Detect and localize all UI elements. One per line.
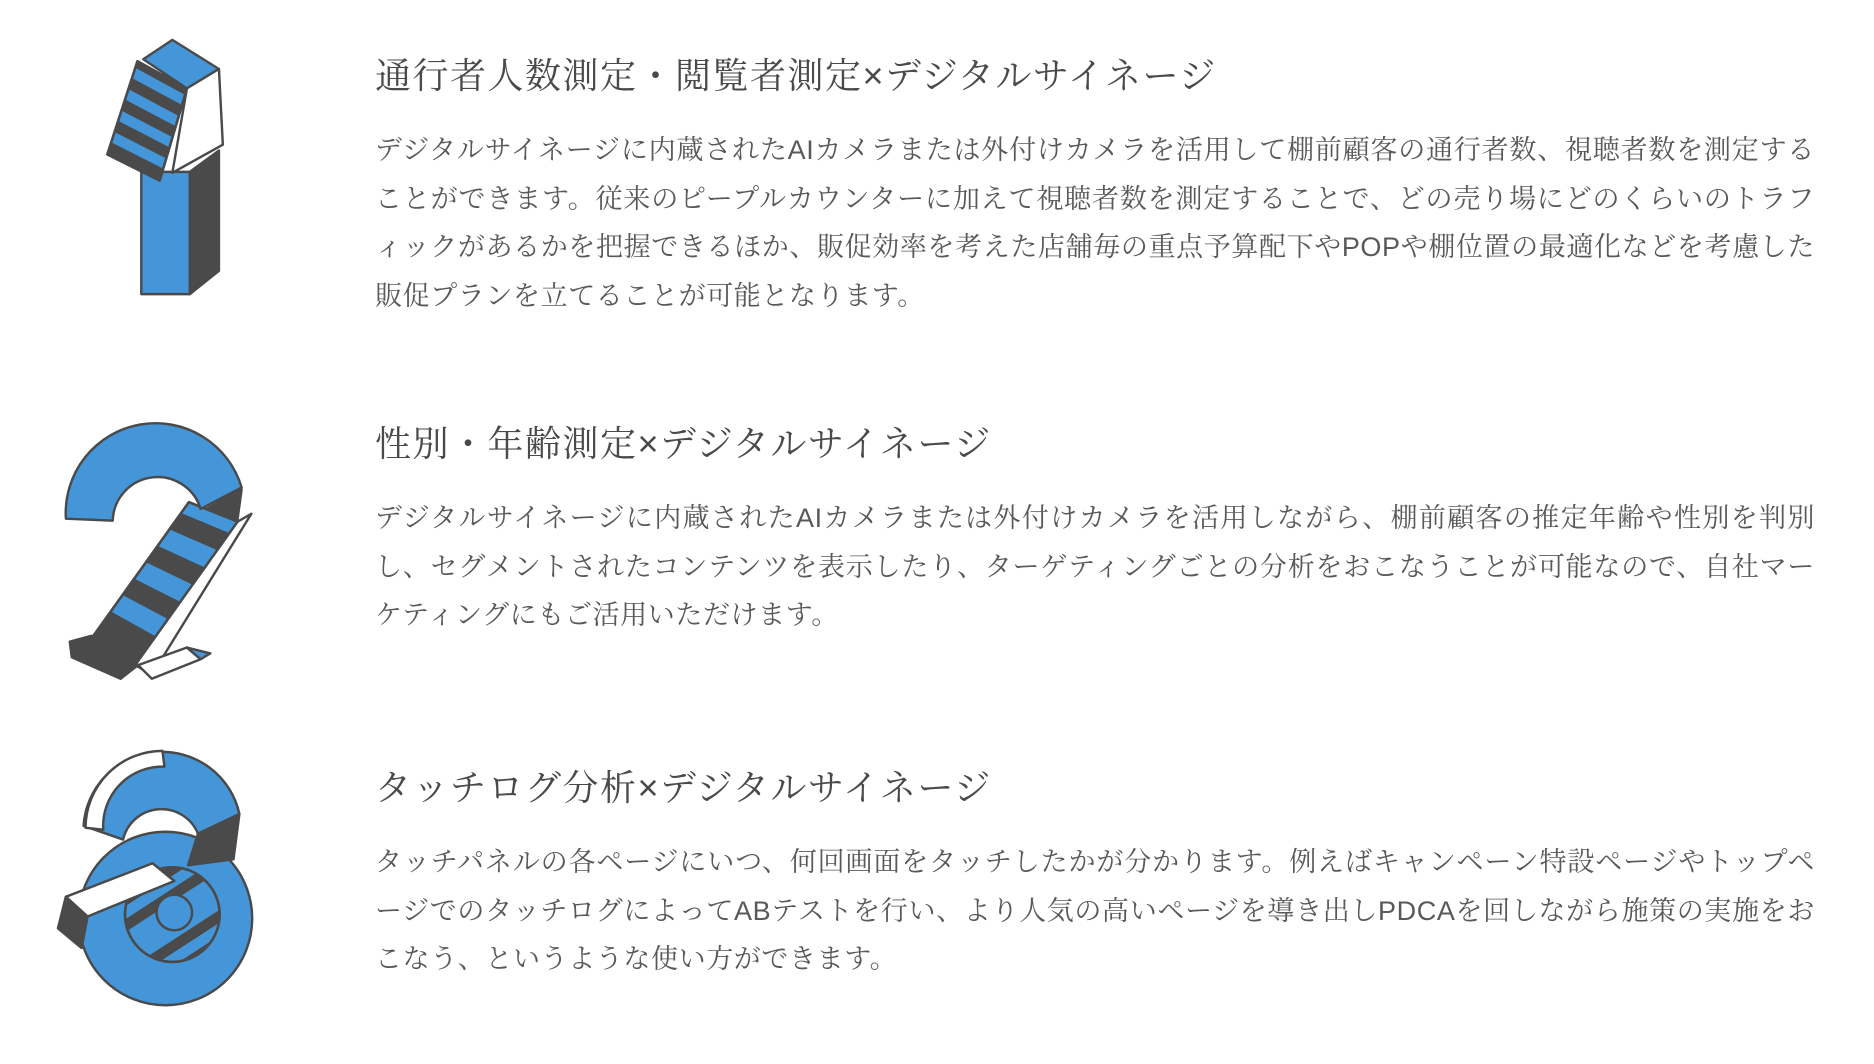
isometric-numeral-3-icon [54, 748, 266, 1016]
feature-text-1 [375, 30, 1815, 320]
feature-text-2 [375, 398, 1815, 640]
feature-heading-3: タッチログ分析×デジタルサイネージ [375, 767, 992, 808]
feature-heading-1: 通行者人数測定・閲覧者測定×デジタルサイネージ [375, 55, 1217, 96]
feature-body-3: タッチパネルの各ページにいつ、何回画面をタッチしたかが分かります。例えばキャンペーン特設ページやトップページでのタッチログによってABテストを行い、より人気の高いページを導き出しPDCAを回しながら施策の実施をおこなう、というような使い方ができます。 [375, 847, 1815, 974]
isometric-numeral-2-icon [62, 408, 267, 684]
feature-heading-2: 性別・年齢測定×デジタルサイネージ [375, 423, 992, 464]
feature-text-3 [375, 742, 1815, 984]
isometric-numeral-1-icon [85, 34, 250, 300]
feature-body-2: デジタルサイネージに内蔵されたAIカメラまたは外付けカメラを活用しながら、棚前顧客の推定年齢や性別を判別し、セグメントされたコンテンツを表示したり、ターゲティングごとの分析をおこなうことが可能なので、自社マーケティングにもご活用いただけます。 [375, 503, 1815, 630]
feature-body-1: デジタルサイネージに内蔵されたAIカメラまたは外付けカメラを活用して棚前顧客の通行者数、視聴者数を測定することができます。従来のピープルカウンターに加えて視聴者数を測定することで、どの売り場にどのくらいのトラフィックがあるかを把握できるほか、販促効率を考えた店舗毎の重点予算配下やPOPや棚位置の最適化などを考慮した販促プランを立てることが可能となります。 [375, 135, 1815, 311]
